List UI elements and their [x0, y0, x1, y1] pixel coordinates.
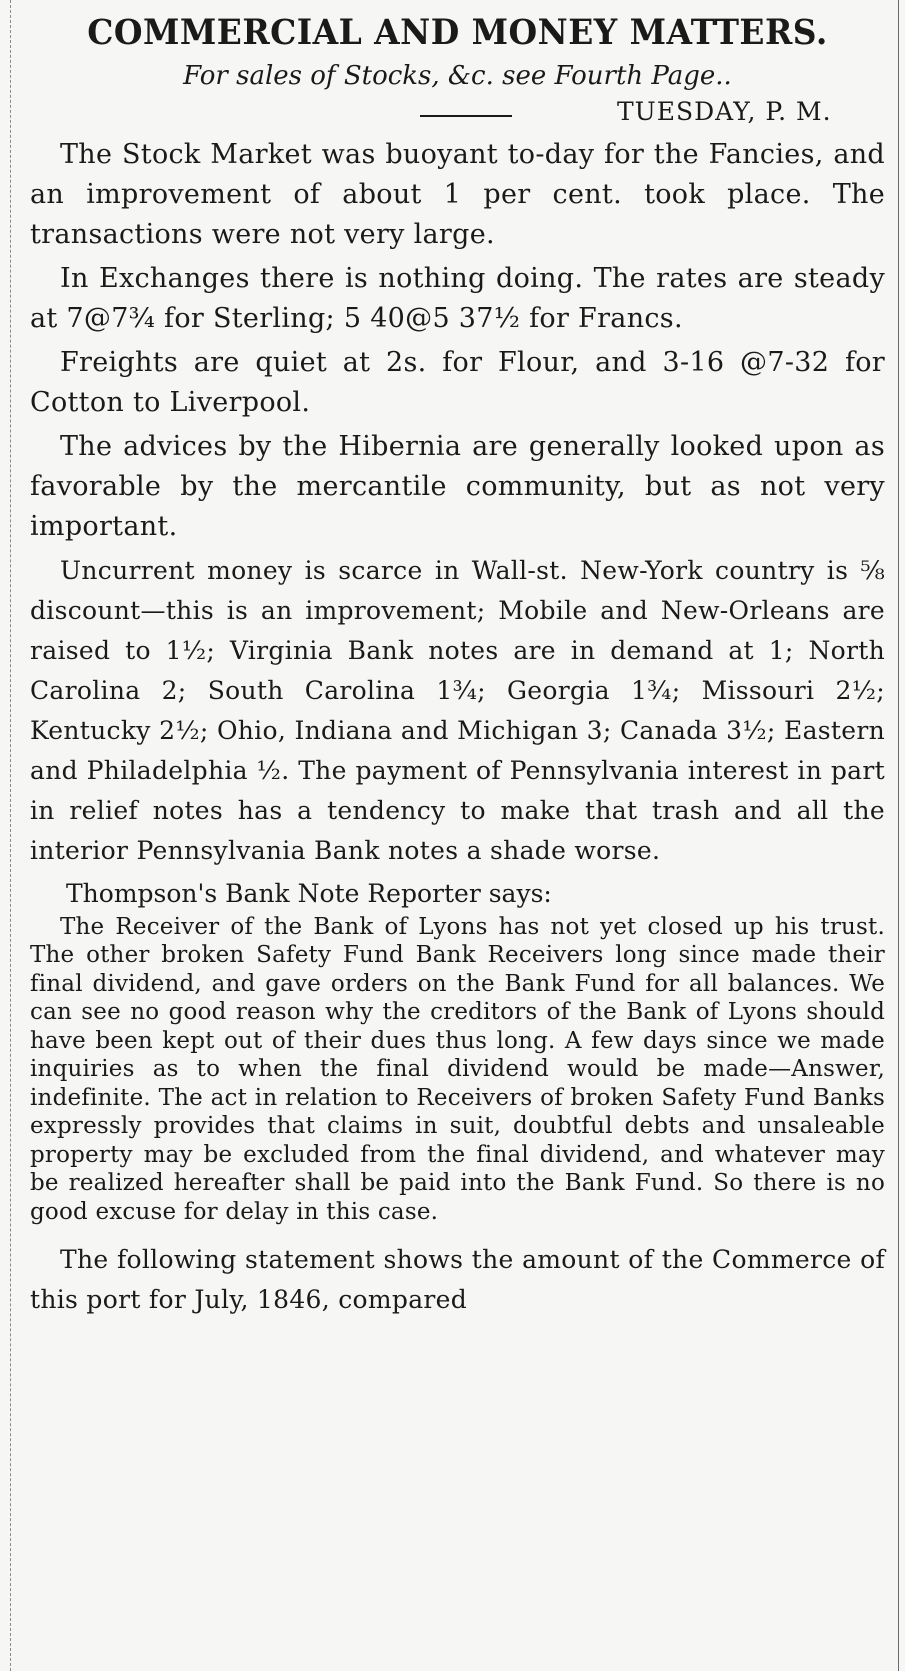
quote-attribution: Thompson's Bank Note Reporter says:	[66, 878, 552, 908]
column-rule-right	[898, 0, 899, 1671]
paragraph-uncurrent-money: Uncurrent money is scarce in Wall-st. New-York country is ⅝ discount—this is an improvement; Mobile and New-Orleans are raised to 1½; Virginia Bank notes are in demand at 1; North Carolina 2; South Carolina 1¾; Georgia 1¾; Missouri 2½; Kentucky 2½; Ohio, Indiana and Michigan 3; Canada 3½; Eastern and Philadelphia ½. The payment of Pennsylvania interest in part in relief notes has a tendency to make that trash and all the interior Pennsylvania Bank notes a shade worse.	[30, 555, 885, 865]
dateline	[30, 97, 885, 135]
dateline-rule	[420, 115, 512, 117]
column-rule-left	[10, 0, 11, 1671]
article-column	[30, 12, 885, 1324]
paragraph-stock-market: The Stock Market was buoyant to-day for the Fancies, and an improvement of about 1 per cent. took place. The transactions were not very large.	[30, 138, 885, 250]
dateline-text: TUESDAY, P. M.	[617, 96, 832, 126]
quoted-report: The Receiver of the Bank of Lyons has not yet closed up his trust. The other broken Safety Fund Bank Receivers long since made their final dividend, and gave orders on the Bank Fund for all balances. We can see no good reason why the creditors of the Bank of Lyons should have been kept out of their dues thus long. A few days since we made inquiries as to when the final dividend would be made—Answer, indefinite. The act in relation to Receivers of broken Safety Fund Banks expressly provides that claims in suit, doubtful debts and unsaleable property may be excluded from the final dividend, and whatever may be realized hereafter shall be paid into the Bank Fund. So there is no good excuse for delay in this case.	[30, 913, 885, 1225]
paragraph-hibernia: The advices by the Hibernia are generally looked upon as favorable by the mercantile community, but as not very important.	[30, 430, 885, 542]
article-subheading: For sales of Stocks, &c. see Fourth Page..	[183, 61, 732, 91]
paragraph-freights: Freights are quiet at 2s. for Flour, and 3-16 @7-32 for Cotton to Liverpool.	[30, 346, 885, 418]
paragraph-exchanges: In Exchanges there is nothing doing. The rates are steady at 7@7¾ for Sterling; 5 40@5 37½ for Francs.	[30, 262, 885, 334]
article-headline: COMMERCIAL AND MONEY MATTERS.	[87, 12, 828, 53]
paragraph-commerce-statement: The following statement shows the amount of the Commerce of this port for July, 1846, compared	[30, 1245, 885, 1314]
